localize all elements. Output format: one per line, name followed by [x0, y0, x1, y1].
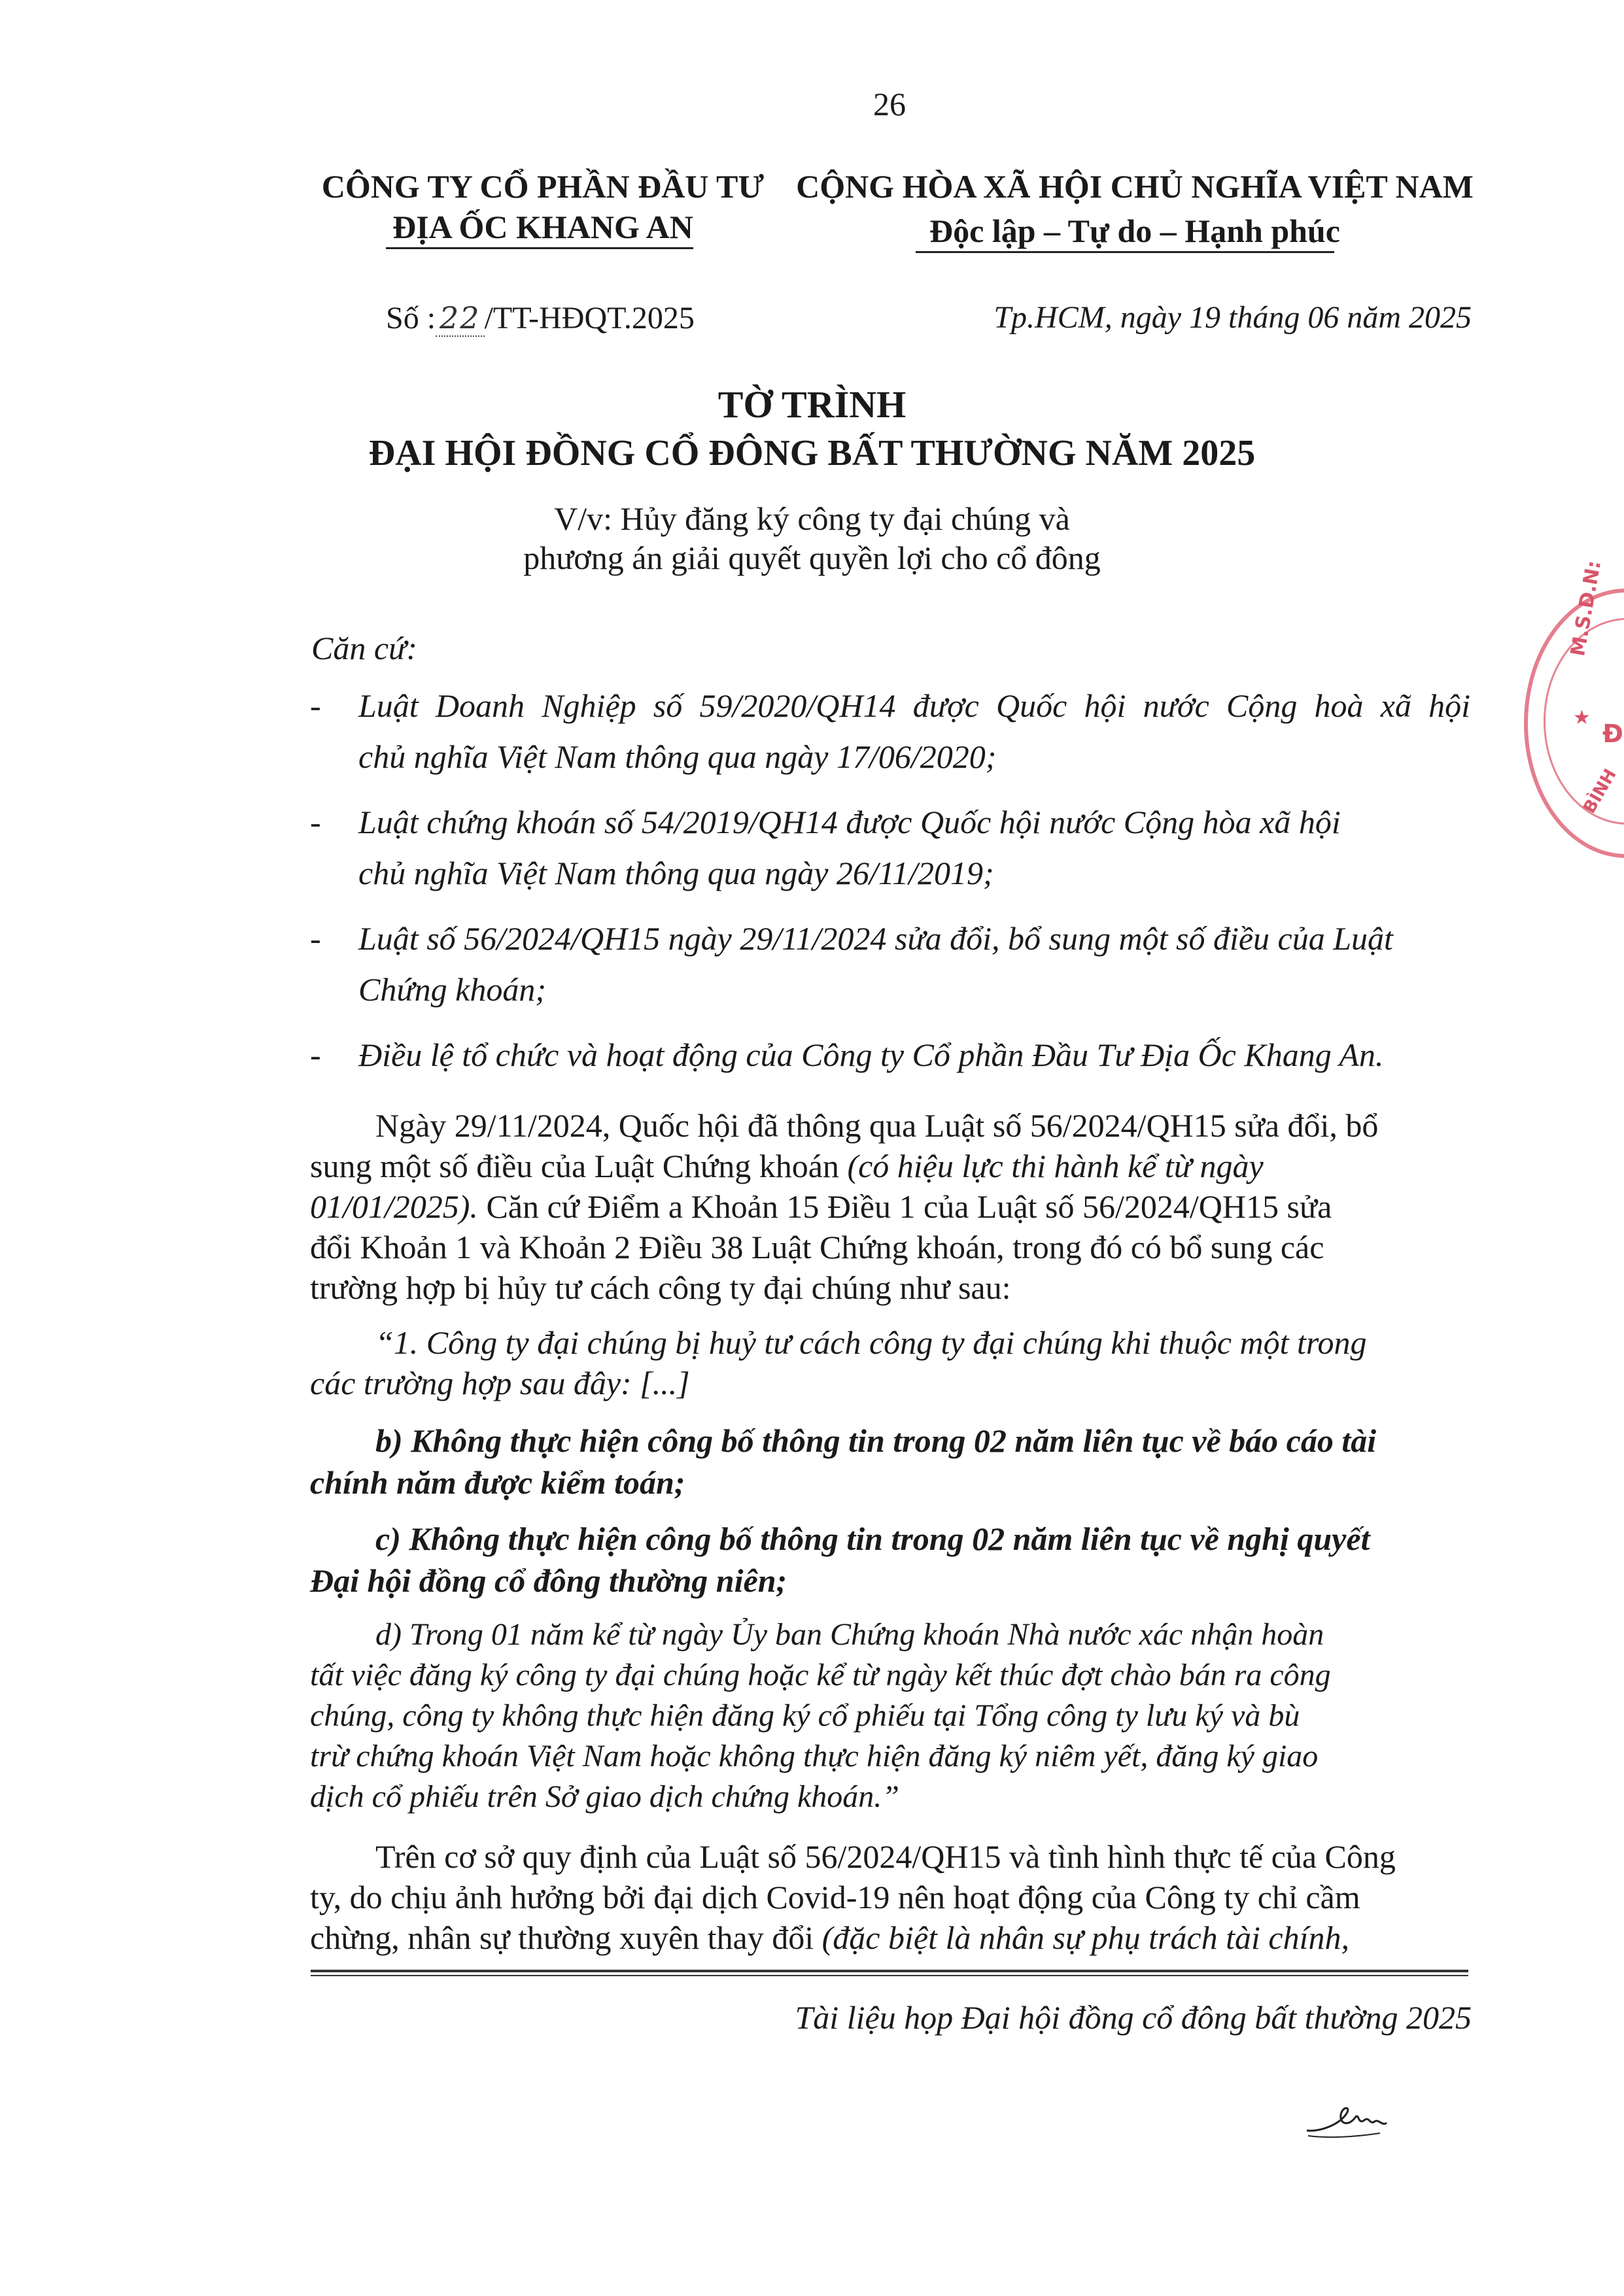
- quote-item-d-line3: chúng, công ty không thực hiện đăng ký cổ phiếu tại Tổng công ty lưu ký và bù: [310, 1698, 1300, 1733]
- document-title: TỜ TRÌNH: [717, 383, 907, 426]
- quote-item-c-line2: Đại hội đồng cổ đông thường niên;: [310, 1562, 787, 1599]
- bullet-dash: -: [310, 1037, 321, 1073]
- quote-item1-line2: các trường hợp sau đây: [...]: [310, 1365, 690, 1401]
- basis-item-line1: Luật Doanh Nghiệp số 59/2020/QH14 được Quốc hội nước Cộng hoà xã hội: [358, 687, 1470, 724]
- footer-text: Tài liệu họp Đại hội đồng cổ đông bất thường 2025: [795, 1999, 1472, 2036]
- body-text: Căn cứ Điểm a Khoản 15 Điều 1 của Luật số 56/2024/QH15 sửa: [477, 1188, 1332, 1225]
- footer-rule: [311, 1970, 1468, 1972]
- basis-item-line1: Điều lệ tổ chức và hoạt động của Công ty Cổ phần Đầu Tư Địa Ốc Khang An.: [358, 1037, 1384, 1073]
- bullet-dash: -: [310, 804, 321, 840]
- basis-item-line2: chủ nghĩa Việt Nam thông qua ngày 17/06/2020;: [358, 738, 997, 775]
- body-text-italic: 01/01/2025).: [310, 1188, 478, 1225]
- body-paragraph1-line5: trường hợp bị hủy tư cách công ty đại chúng như sau:: [310, 1269, 1011, 1306]
- stamp-text-msdn: M.S.D.N:: [1566, 558, 1606, 659]
- body-text-italic: (đặc biệt là nhân sự phụ trách tài chính,: [821, 1919, 1350, 1956]
- meeting-title: ĐẠI HỘI ĐỒNG CỔ ĐÔNG BẤT THƯỜNG NĂM 2025: [368, 433, 1256, 473]
- quote-item1-line1: “1. Công ty đại chúng bị huỷ tư cách công ty đại chúng khi thuộc một trong: [375, 1324, 1367, 1361]
- basis-item-line2: chủ nghĩa Việt Nam thông qua ngày 26/11/2019;: [358, 855, 994, 891]
- subject-line2: phương án giải quyết quyền lợi cho cổ đông: [523, 540, 1101, 576]
- basis-heading: Căn cứ:: [311, 630, 417, 666]
- company-name-underline: [386, 247, 693, 249]
- quote-item-d-line5: dịch cổ phiếu trên Sở giao dịch chứng khoán.”: [310, 1779, 899, 1814]
- national-motto: Độc lập – Tự do – Hạnh phúc: [929, 213, 1340, 249]
- stamp-star-icon: ★: [1573, 706, 1591, 729]
- quote-item-c-line1: c) Không thực hiện công bố thông tin trong 02 năm liên tục về nghị quyết: [375, 1520, 1370, 1557]
- stamp-text-binh: BÌNH: [1580, 765, 1621, 817]
- body-paragraph1-line2: [310, 1146, 1264, 1186]
- national-title: CỘNG HÒA XÃ HỘI CHỦ NGHĨA VIỆT NAM: [796, 168, 1474, 205]
- quote-item-b-line2: chính năm được kiểm toán;: [310, 1464, 685, 1501]
- quote-item-d-line4: trừ chứng khoán Việt Nam hoặc không thực hiện đăng ký niêm yết, đăng ký giao: [310, 1739, 1319, 1773]
- body-paragraph2-line1: Trên cơ sở quy định của Luật số 56/2024/QH15 và tình hình thực tế của Công: [375, 1838, 1396, 1875]
- company-name-line2: ĐỊA ỐC KHANG AN: [392, 209, 693, 245]
- body-paragraph1-line3: [310, 1186, 1332, 1227]
- company-name-line1: CÔNG TY CỔ PHẦN ĐẦU TƯ: [321, 168, 765, 205]
- body-text-italic: (có hiệu lực thi hành kể từ ngày: [847, 1148, 1264, 1184]
- national-motto-underline: [916, 251, 1334, 253]
- document-number: [386, 298, 752, 338]
- basis-item-line1: Luật số 56/2024/QH15 ngày 29/11/2024 sửa đổi, bổ sung một số điều của Luật: [358, 920, 1393, 957]
- body-text: sung một số điều của Luật Chứng khoán: [310, 1148, 848, 1184]
- bullet-dash: -: [310, 687, 321, 724]
- quote-item-b-line1: b) Không thực hiện công bố thông tin trong 02 năm liên tục về báo cáo tài: [375, 1422, 1377, 1459]
- basis-item-line2: Chứng khoán;: [358, 971, 546, 1008]
- body-paragraph1-line1: Ngày 29/11/2024, Quốc hội đã thông qua Luật số 56/2024/QH15 sửa đổi, bổ: [375, 1107, 1379, 1144]
- body-text: chừng, nhân sự thường xuyên thay đổi: [310, 1919, 822, 1956]
- body-paragraph2-line3: [310, 1917, 1349, 1958]
- stamp-text-d: Đ: [1602, 719, 1623, 748]
- place-and-date: Tp.HCM, ngày 19 tháng 06 năm 2025: [993, 300, 1472, 335]
- footer-rule: [311, 1975, 1468, 1976]
- document-number-handwritten: 22: [436, 300, 485, 337]
- bullet-dash: -: [310, 920, 321, 957]
- quote-item-d-line2: tất việc đăng ký công ty đại chúng hoặc kể từ ngày kết thúc đợt chào bán ra công: [310, 1658, 1331, 1692]
- body-paragraph1-line4: đổi Khoản 1 và Khoản 2 Điều 38 Luật Chứng khoán, trong đó có bổ sung các: [310, 1229, 1324, 1265]
- quote-item-d-line1: d) Trong 01 năm kể từ ngày Ủy ban Chứng khoán Nhà nước xác nhận hoàn: [375, 1617, 1324, 1652]
- document-number-prefix: Số :: [386, 301, 436, 335]
- page-number: 26: [873, 86, 906, 122]
- initials-signature: [1302, 2093, 1393, 2145]
- body-paragraph2-line2: ty, do chịu ảnh hưởng bởi đại dịch Covid-19 nên hoạt động của Công ty chỉ cầm: [310, 1879, 1360, 1915]
- basis-item-line1: Luật chứng khoán số 54/2019/QH14 được Quốc hội nước Cộng hòa xã hội: [358, 804, 1341, 840]
- subject-line1: V/v: Hủy đăng ký công ty đại chúng và: [554, 500, 1070, 537]
- document-number-suffix: /TT-HĐQT.2025: [484, 301, 695, 335]
